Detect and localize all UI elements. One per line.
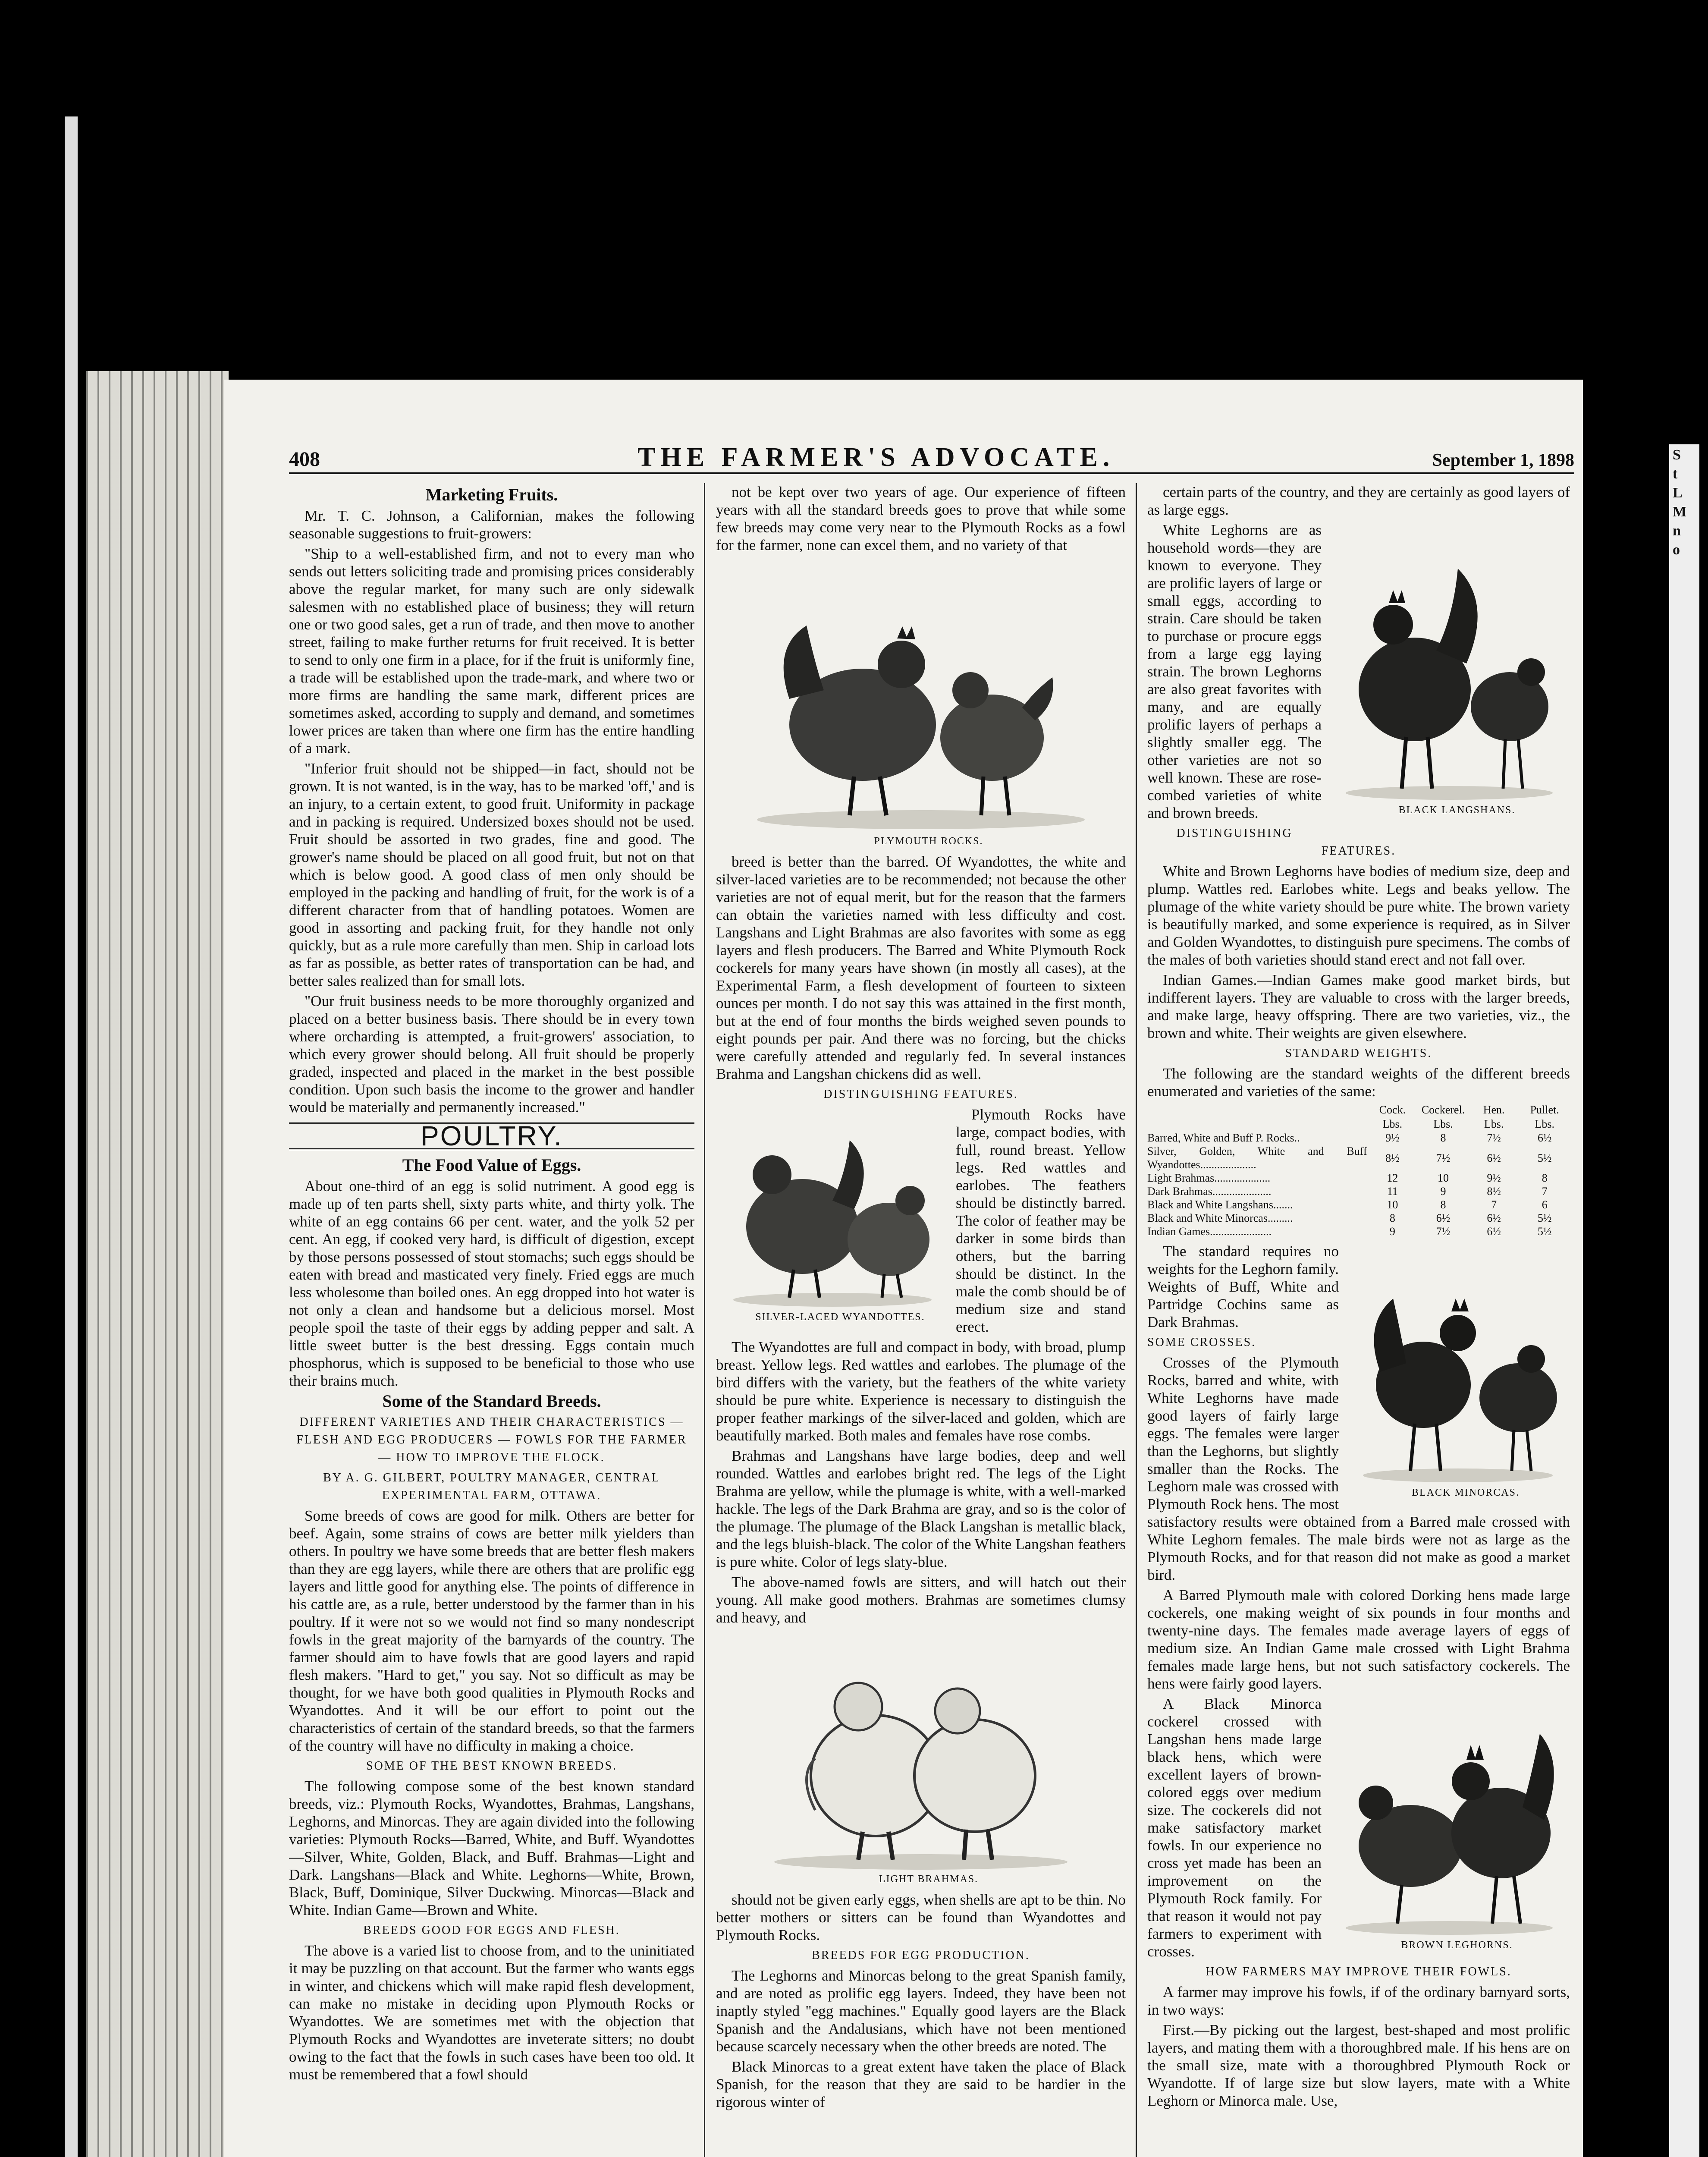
breed-name-cell: Black and White Minorcas......... [1147, 1212, 1293, 1224]
black-minorcas-illustration [1346, 1242, 1570, 1484]
weight-cell: 7½ [1487, 1132, 1501, 1144]
byline: BY A. G. GILBERT, POULTRY MANAGER, CENTRAL EXPERIMENTAL FARM, OTTAWA. [323, 1471, 660, 1502]
paragraph: The Leghorns and Minorcas belong to the great Spanish family, and are noted as prolific egg layers. Indeed, they have been not inaptly styled "egg machines." Equally good layers are the Black Spanish and the Andalusians, which have not been mentioned because scarcely necessary when the other breeds are noted. The [716, 1967, 1126, 2055]
paragraph: White Leghorns are as household words—they are known to everyone. They are prolific layers of large or small eggs, according to strain. Care should be taken to purchase or procure eggs from a large egg laying strain. The brown Leghorns are also great favorites with many, and are equally prolific layers of perhaps a slightly smaller egg. The other varieties are not so well known. These are rose-combed varieties of white and brown breeds. [1147, 522, 1322, 821]
figure-caption: BLACK MINORCAS. [1411, 1487, 1520, 1498]
weight-cell: 9 [1440, 1185, 1446, 1198]
paragraph: should not be given early eggs, when shells are apt to be thin. No better mothers or sitters can be found than Wyandottes and Plymouth Rocks. [716, 1891, 1126, 1943]
paragraph: First.—By picking out the largest, best-shaped and most prolific layers, and mating them with a thoroughbred male. If his hens are on the small size, mate with a thoroughbred Plymouth Rock or Wyandotte. If of large size but slow layers, mate with a White Leghorn or Minorca male. Use, [1147, 2022, 1570, 2109]
minorcas-figure [1346, 1242, 1570, 1504]
weight-cell: 12 [1387, 1172, 1398, 1184]
paragraph: Mr. T. C. Johnson, a Californian, makes the following seasonable suggestions to fruit-growers: [289, 507, 694, 542]
wyandottes-figure [716, 1106, 949, 1329]
breed-name-cell: Indian Games...................... [1147, 1225, 1272, 1238]
masthead-title: THE FARMER'S ADVOCATE. [637, 443, 1115, 472]
paragraph: Plymouth Rocks have large, compact bodies, with full, round breast. Yellow legs. Red wattles and earlobes. The feathers should be distinctly barred. The color of feather may be darker in some birds than others, but the barring should be distinct. In the male the comb should be of medium size and stand erect. [956, 1106, 1126, 1335]
paragraph: The Wyandottes are full and compact in body, with broad, plump breast. Yellow legs. Red wattles and earlobes. The plumage of the bird differs with the variety, but the feathers of the white variety should be pure white. Experience is necessary to distinguish the proper feather markings of the silver-laced and golden, which are beautifully marked. Both males and females have rose combs. [716, 1339, 1126, 1444]
weight-cell: 6 [1542, 1198, 1548, 1211]
issue-date: September 1, 1898 [1432, 450, 1574, 470]
breed-name-cell: Black and White Langshans....... [1147, 1198, 1293, 1211]
weight-cell: 10 [1387, 1198, 1398, 1211]
breed-name-cell: Silver, Golden, White and Buff Wyandottes.................... [1147, 1145, 1367, 1171]
book-page-edges [86, 371, 229, 2157]
paragraph: A farmer may improve his fowls, if of the ordinary barnyard sorts, in two ways: [1147, 1984, 1570, 2018]
weight-cell: 6½ [1487, 1225, 1501, 1238]
table-row [1147, 1185, 1570, 1198]
subheading: HOW FARMERS MAY IMPROVE THEIR FOWLS. [1206, 1965, 1512, 1978]
paragraph: The above-named fowls are sitters, and will hatch out their young. All make good mothers. Brahmas are sometimes clumsy and heavy, and [716, 1574, 1126, 1626]
plymouth-rocks-illustration [716, 557, 1126, 833]
paragraph: "Our fruit business needs to be more thoroughly organized and placed on a better business basis. There should be in every town where orcharding is attempted, a fruit-growers' association, to which every grower should belong. All fruit should be properly graded, inspected and placed in the market in the best possible condition. Upon such basis the income to the grower and handler would be materially and permanently increased." [289, 993, 694, 1116]
paragraph: A Black Minorca cockerel crossed with Langshan hens made large black hens, which were excellent layers of brown-colored eggs over medium size. The cockerels did not make satisfactory market fowls. In our experience no cross yet made has been an improvement on the Plymouth Rock family. For that reason it would not pay farmers to experiment with crosses. [1147, 1695, 1322, 1960]
paragraph: "Ship to a well-established firm, and not to every man who sends out letters soliciting trade and promising prices considerably above the regular market, for many such are only sidewalk salesmen with no established place of business; they will return one or two good sales, get a run of trade, and then move to another street, failing to make further returns for fruit received. It is better to send to only one firm in a place, for if the fruit is uniformly fine, a trade will be established upon the trade-mark, and where two or more firms are handling the same mark, different prices are sometimes asked, according to supply and demand, and sometimes lower prices are taken than where one firm has the entire handling of a mark. [289, 545, 694, 757]
subheading: DISTINGUISHING FEATURES. [1176, 827, 1396, 858]
paragraph: "Inferior fruit should not be shipped—in fact, should not be grown. It is not wanted, is in the way, has to be marked 'off,' and is an injury, to a certain extent, to good fruit. Uniformity in package and in packing is required. Undersized boxes should not be used. Fruit should be assorted in two grades, fine and good. The grower's name should be placed on all good fruit, but not on that which is below good. A good class of men only should be employed in the packing and handling of fruit, for the work is of a different character from that of handling potatoes. Women are good in assorting and packing fruit, for they handle not only quickly, but as a rule more carefully than men. Ship in carload lots as far as possible, as better rates of transportation can be had, and better sales realized than for small lots. [289, 760, 694, 989]
column-rule [704, 483, 705, 2157]
paragraph: The following compose some of the best known standard breeds, viz.: Plymouth Rocks, Wyandottes, Brahmas, Langshans, Leghorns, and Minorcas. They are again divided into the following varieties: Plymouth Rocks—Barred, White, and Buff. Wyandottes—Silver, White, Golden, Black, and Buff. Brahmas—Light and Dark. Langshans—Black and White. Leghorns—White, Brown, Black, Buff, Dominique, Silver Duckwing. Minorcas—Black and White. Indian Game—Brown and White. [289, 1778, 694, 1918]
light-brahmas-illustration [716, 1629, 1126, 1871]
breed-name-cell: Barred, White and Buff P. Rocks.. [1147, 1132, 1300, 1144]
weight-cell: 6½ [1436, 1212, 1451, 1224]
leghorns-figure [1328, 1695, 1570, 1957]
wyandottes-illustration [716, 1106, 949, 1308]
chickens-engraving [716, 1106, 949, 1308]
weight-cell: 9½ [1385, 1132, 1400, 1144]
weight-cell: 10 [1438, 1172, 1449, 1184]
column-2 [716, 483, 1126, 2157]
heading-standard-breeds: Some of the Standard Breeds. [382, 1391, 601, 1411]
table-row [1147, 1211, 1570, 1225]
heading-food-value-eggs: The Food Value of Eggs. [402, 1155, 581, 1175]
weight-cell: 7½ [1436, 1151, 1451, 1164]
column-rule [1136, 483, 1137, 2157]
column-1 [289, 483, 694, 2157]
table-row [1147, 1171, 1570, 1185]
chickens-engraving [1328, 1695, 1570, 1937]
heading-marketing-fruits: Marketing Fruits. [425, 485, 558, 504]
paragraph: White and Brown Leghorns have bodies of medium size, deep and plump. Wattles red. Earlobes white. Legs and beaks yellow. The plumage of the white variety should be pure white. The brown variety is beautifully marked, and some experience is required, as in Silver and Golden Wyandottes, to distinguish pure specimens. The combs of the males of both varieties should stand erect and not fall over. [1147, 863, 1570, 968]
weight-cell: 9½ [1487, 1172, 1501, 1184]
figure-caption: PLYMOUTH ROCKS. [874, 836, 983, 847]
table-row [1147, 1225, 1570, 1238]
table-row [1147, 1131, 1570, 1145]
weight-cell: 8 [1440, 1132, 1446, 1144]
paragraph: The following are the standard weights of the different breeds enumerated and varieties of the same: [1147, 1065, 1570, 1100]
page-header [289, 442, 1574, 474]
column-3 [1147, 483, 1570, 2157]
weight-cell: 6½ [1487, 1151, 1501, 1164]
paragraph: Crosses of the Plymouth Rocks, barred and white, with White Leghorns have made good layers of fairly large eggs. The females were larger than the Leghorns, but slightly smaller than the Rocks. The Leghorn male was crossed with Plymouth Rock hens. The most satisfactory results were obtained from a Barred male crossed with White Leghorn females. The male birds were not as large as the Plymouth Rocks, and for that reason did not make as good a market bird. [1147, 1354, 1570, 1583]
paragraph: Some breeds of cows are good for milk. Others are better for beef. Again, some strains of cows are better milk yielders than others. In poultry we have some breeds that are better flesh makers than they are egg layers, while there are others that are prolific egg layers and little good for anything else. The points of difference in his cattle are, as a rule, better understood by the farmer than in his poultry. If it were not so we would not find so many nondescript fowls in the great majority of the barnyards of the country. The farmer should aim to have fowls that are good layers and rapid flesh makers. "Hard to get," you say. Not so difficult as may be thought, for we have both good qualities in Plymouth Rocks and Wyandottes. And it will be our effort to point out the characteristics of certain of the standard breeds, so that the farmers of the country will have no difficulty in making a choice. [289, 1507, 694, 1754]
table-header-row: Cock. Cockerel. Hen. Pullet. [1379, 1104, 1559, 1116]
paragraph: Indian Games.—Indian Games make good market birds, but indifferent layers. They are valuable to cross with the larger breeds, and make large, heavy offspring. There are two varieties, viz., the brown and white. Their weights are given elsewhere. [1147, 972, 1570, 1041]
breed-name-cell: Dark Brahmas..................... [1147, 1185, 1272, 1198]
table-units-row: Lbs. Lbs. Lbs. Lbs. [1382, 1118, 1554, 1130]
article-subtitle: DIFFERENT VARIETIES AND THEIR CHARACTERISTICS — FLESH AND EGG PRODUCERS — FOWLS FOR THE FARMER — HOW TO IMPROVE THE FLOCK. [296, 1415, 687, 1464]
weight-cell: 8½ [1385, 1151, 1400, 1164]
weight-cell: 5½ [1537, 1151, 1552, 1164]
paragraph: The standard requires no weights for the Leghorn family. Weights of Buff, White and Partridge Cochins same as Dark Brahmas. [1147, 1243, 1339, 1330]
table-row [1147, 1198, 1570, 1211]
paragraph: not be kept over two years of age. Our experience of fifteen years with all the standard breeds goes to prove that while some few breeds may come very near to the Plymouth Rocks as a fowl for the farmer, none can excel them, and no variety of that [716, 484, 1126, 553]
weight-cell: 9 [1389, 1225, 1395, 1238]
breed-name-cell: Light Brahmas.................... [1147, 1172, 1271, 1184]
chickens-engraving [716, 557, 1126, 833]
weight-cell: 11 [1387, 1185, 1398, 1198]
section-title-poultry: POULTRY. [289, 1122, 694, 1150]
weight-cell: 6½ [1537, 1132, 1552, 1144]
page-number: 408 [289, 448, 320, 471]
weight-cell: 8 [1542, 1172, 1548, 1184]
weight-cell: 6½ [1487, 1212, 1501, 1224]
langshans-figure [1328, 521, 1570, 822]
scanner-edge [65, 116, 78, 2157]
weight-cell: 7 [1491, 1198, 1497, 1211]
paragraph: breed is better than the barred. Of Wyandottes, the white and silver-laced varieties are to be recommended; not because the other varieties are not of equal merit, but for the reason that the farmers can obtain the varieties named with less difficulty and cost. Langshans and Light Brahmas are also favorites with some as egg layers and flesh producers. The Barred and White Plymouth Rock cockerels for many years have shown (in mostly all cases), at the Experimental Farm, a flesh development of fourteen to sixteen ounces per month. I do not say this was attained in the first month, but at the end of four months the birds weighed seven pounds to eight pounds per pair. And there was no forcing, but the chicks were carefully attended and regularly fed. In several instances Brahma and Langshan chickens did as well. [716, 853, 1126, 1082]
weight-cell: 8 [1389, 1212, 1395, 1224]
weight-cell: 5½ [1537, 1212, 1552, 1224]
figure-caption: BROWN LEGHORNS. [1401, 1940, 1513, 1951]
adjacent-page-strip: S t L M n o [1669, 444, 1699, 2157]
weight-cell: 7½ [1436, 1225, 1451, 1238]
figure-caption: SILVER-LACED WYANDOTTES. [755, 1311, 925, 1323]
subheading: STANDARD WEIGHTS. [1285, 1047, 1432, 1060]
weight-cell: 8 [1440, 1198, 1446, 1211]
figure-caption: BLACK LANGSHANS. [1398, 805, 1516, 816]
standard-weights-table [1147, 1103, 1570, 1238]
weight-cell: 7 [1542, 1185, 1548, 1198]
newspaper-page [224, 380, 1583, 2157]
paragraph: The above is a varied list to choose from, and to the uninitiated it may be puzzling on that account. But the farmer who wants eggs in winter, and chickens which will make rapid flesh development, can make no mistake in deciding upon Plymouth Rocks or Wyandottes. We are sometimes met with the objection that Plymouth Rocks and Wyandottes are inveterate sitters; no doubt owing to the fact that the fowls in such cases have been too old. It must be remembered that a fowl should [289, 1942, 694, 2083]
subheading: DISTINGUISHING FEATURES. [823, 1088, 1018, 1101]
paragraph: A Barred Plymouth male with colored Dorking hens made large cockerels, one making weight of six pounds in four months and twenty-nine days. The females made average layers of eggs of medium size. An Indian Game male crossed with Light Brahma females made large hens, but not such satisfactory cockerels. The hens were fairly good layers. [1147, 1587, 1570, 1692]
subheading: BREEDS FOR EGG PRODUCTION. [812, 1949, 1030, 1962]
table-row [1147, 1145, 1570, 1171]
subheading: BREEDS GOOD FOR EGGS AND FLESH. [363, 1924, 620, 1937]
weight-cell: 8½ [1487, 1185, 1501, 1198]
chickens-engraving [1346, 1242, 1570, 1484]
chickens-engraving [716, 1629, 1126, 1871]
paragraph: About one-third of an egg is solid nutriment. A good egg is made up of ten parts shell, sixty parts white, and thirty yolk. The white of an egg contains 66 per cent. water, and the yolk 52 per cent. An egg, if cooked very hard, is difficult of digestion, except by those persons possessed of stout stomachs; such eggs should be eaten with bread and masticated very finely. Fried eggs are much less wholesome than boiled ones. An egg dropped into hot water is not only a clean and handsome but a delicious morsel. Most people spoil the taste of their eggs by adding pepper and salt. A little sweet butter is the best dressing. Eggs contain much phosphorus, which is supposed to be beneficial to those who use their brains much. [289, 1178, 694, 1389]
paragraph: Black Minorcas to a great extent have taken the place of Black Spanish, for the reason that they are said to be hardier in the rigorous winter of [716, 2058, 1126, 2110]
subheading: SOME OF THE BEST KNOWN BREEDS. [366, 1759, 618, 1773]
subheading: SOME CROSSES. [1147, 1336, 1256, 1349]
chickens-engraving [1328, 521, 1570, 802]
paragraph: certain parts of the country, and they are certainly as good layers of as large eggs. [1147, 484, 1570, 518]
figure-caption: LIGHT BRAHMAS. [879, 1874, 979, 1885]
black-langshans-illustration [1328, 521, 1570, 802]
paragraph: Brahmas and Langshans have large bodies, deep and well rounded. Wattles and earlobes bright red. The legs of the Light Brahma are yellow, while the plumage is white, with a well-marked hackle. The legs of the Dark Brahma are gray, and so is the color of the plumage. The plumage of the Black Langshan is metallic black, and the legs bluish-black. The color of the White Langshan feathers is pure white. Color of legs slaty-blue. [716, 1447, 1126, 1570]
weight-cell: 5½ [1537, 1225, 1552, 1238]
brown-leghorns-illustration [1328, 1695, 1570, 1937]
